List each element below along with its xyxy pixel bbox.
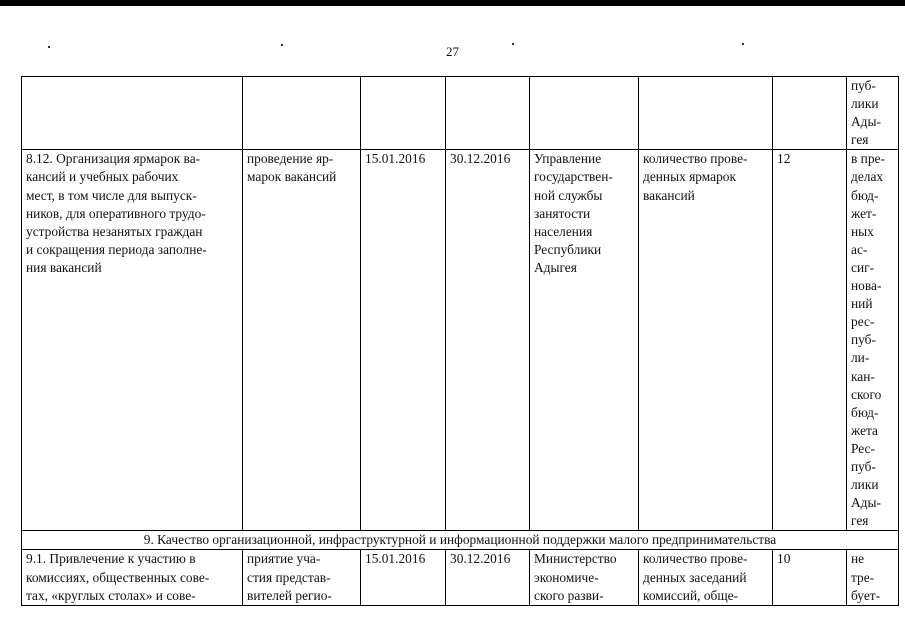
scan-top-border [0,0,905,6]
executor-cell: Управление государствен- ной службы занятости населения Республики Адыгея [530,150,639,531]
measure-name-cell: 9.1. Привлечение к участию в комиссиях, общественных сове- тах, «круглых столах» и сове- [22,550,243,606]
measure-name-cell: 8.12. Организация ярмарок ва- кансий и учебных рабочих мест, в том числе для выпуск- ников, для оперативного трудо- устройства незанятых граждан и сокращения периода заполне- ния вакансий [22,150,243,531]
cell-empty [243,77,361,150]
table-row-9-1 [22,550,899,606]
indicator-cell: количество прове- денных ярмарок вакансий [639,150,773,531]
end-date-cell: 30.12.2016 [446,150,530,531]
section-header-row [22,531,899,550]
cell-empty [773,77,847,150]
cell-empty [361,77,446,150]
funding-cell: не тре- бует- [847,550,899,606]
start-date-cell: 15.01.2016 [361,150,446,531]
funding-cell: в пре- делах бюд- жет- ных ас- сиг- нова- ний рес- пуб- ли- кан- ского бюд- жета Рес- пуб- лики Ады- гея [847,150,899,531]
table-row-continued [22,77,899,150]
indicator-cell: количество прове- денных заседаний комиссий, обще- [639,550,773,606]
executor-cell: Министерство экономиче- ского разви- [530,550,639,606]
funding-cell: пуб- лики Ады- гея [847,77,899,150]
value-cell: 12 [773,150,847,531]
table-row-8-12 [22,150,899,531]
page-number: 27 [446,44,459,59]
plan-table [21,76,899,606]
cell-empty [639,77,773,150]
start-date-cell: 15.01.2016 [361,550,446,606]
section-title: 9. Качество организационной, инфраструктурной и информационной поддержки малого предпринимательства [22,531,899,550]
activity-cell: приятие уча- стия представ- вителей регио- [243,550,361,606]
cell-empty [530,77,639,150]
end-date-cell: 30.12.2016 [446,550,530,606]
cell-empty [22,77,243,150]
activity-cell: проведение яр- марок вакансий [243,150,361,531]
value-cell: 10 [773,550,847,606]
cell-empty [446,77,530,150]
